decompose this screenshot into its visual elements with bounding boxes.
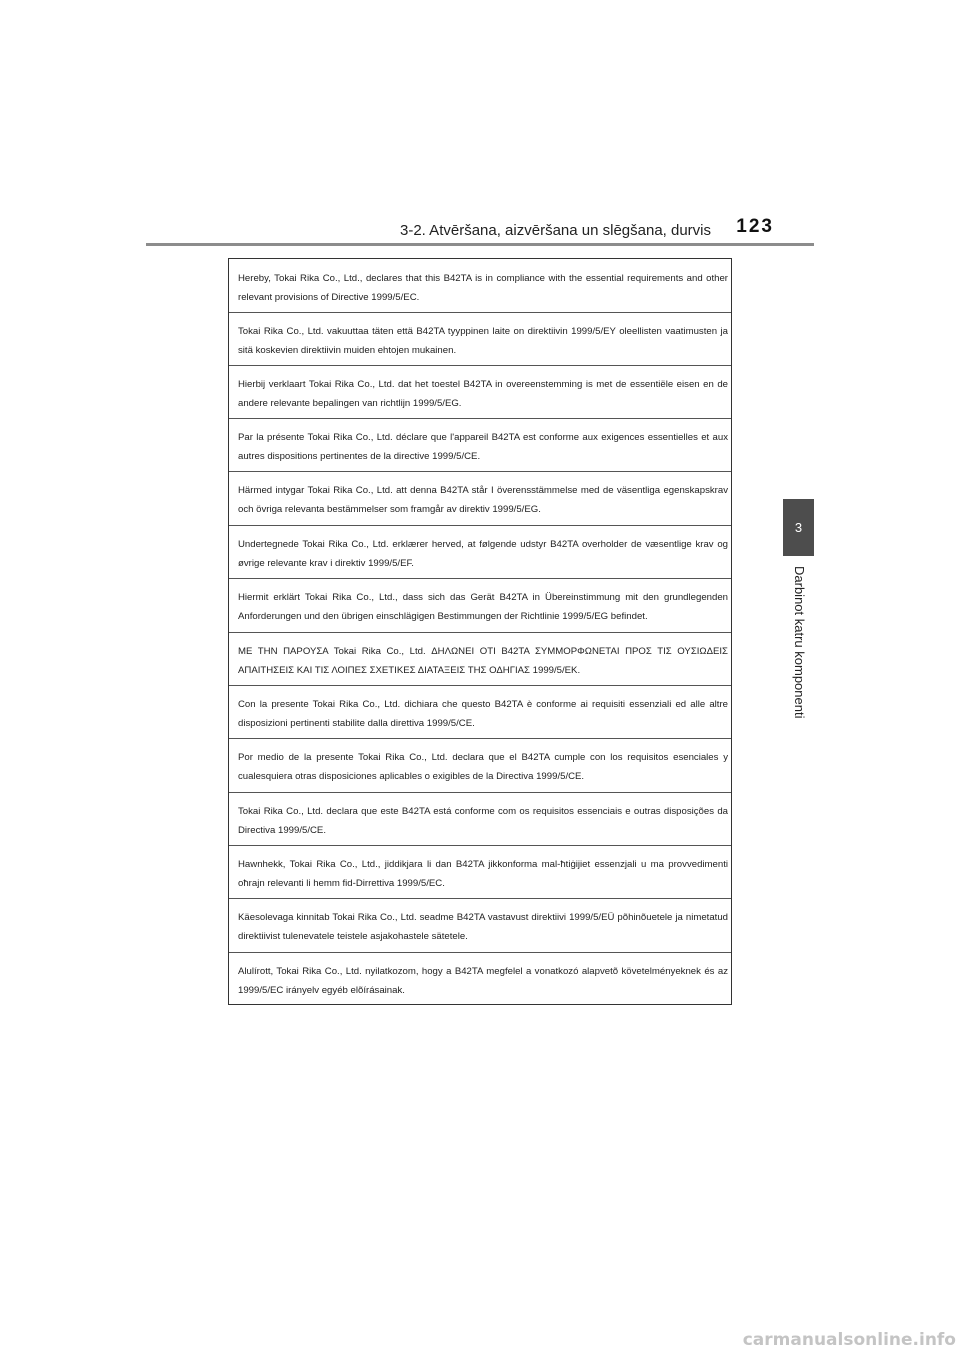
declaration-german: Hiermit erklärt Tokai Rika Co., Ltd., dass sich das Gerät B42TA in Übereinstimmung mit den grundlegenden Anforderungen und den übrigen einschlägigen Bestimmungen der Richtlinie 1999/5/EG befindet. [238, 592, 728, 622]
declarations-box [228, 258, 732, 1005]
declaration-spanish: Por medio de la presente Tokai Rika Co., Ltd. declara que el B42TA cumple con los requisitos esenciales y cualesquiera otras disposiciones aplicables o exigibles de la Directiva 1999/5/CE. [238, 752, 728, 782]
declaration-finnish: Tokai Rika Co., Ltd. vakuuttaa täten että B42TA tyyppinen laite on direktiivin 1999/5/EY oleellisten vaatimusten ja sitä koskevien direktiivin muiden ehtojen mukainen. [238, 326, 728, 356]
declaration-french: Par la présente Tokai Rika Co., Ltd. déclare que l'appareil B42TA est conforme aux exigences essentielles et aux autres dispositions pertinentes de la directive 1999/5/CE. [238, 432, 728, 462]
chapter-number-tab: 3 [783, 499, 814, 556]
declaration-estonian: Käesolevaga kinnitab Tokai Rika Co., Ltd. seadme B42TA vastavust direktiivi 1999/5/EÜ põhinõuetele ja nimetatud direktiivist tulenevatele teistele asjakohastele sätetele. [238, 912, 728, 942]
site-watermark: carmanualsonline.info [742, 1330, 956, 1350]
declaration-danish: Undertegnede Tokai Rika Co., Ltd. erklærer herved, at følgende udstyr B42TA overholder de væsentlige krav og øvrige relevante krav i direktiv 1999/5/EF. [238, 539, 728, 569]
section-title: 3-2. Atvēršana, aizvēršana un slēgšana, durvis [400, 222, 712, 239]
declaration-greek: ΜΕ ΤΗΝ ΠΑΡΟΥΣΑ Tokai Rika Co., Ltd. ΔΗΛΩΝΕΙ ΟΤΙ B42TA ΣΥΜΜΟΡΦΩΝΕΤΑΙ ΠΡΟΣ ΤΙΣ ΟΥΣΙΩΔΕΙΣ ΑΠΑΙΤΗΣΕΙΣ ΚΑΙ ΤΙΣ ΛΟΙΠΕΣ ΣΧΕΤΙΚΕΣ ΔΙΑΤΑΞΕΙΣ ΤΗΣ ΟΔΗΓΙΑΣ 1999/5/ΕΚ. [238, 646, 728, 676]
declaration-english: Hereby, Tokai Rika Co., Ltd., declares that this B42TA is in compliance with the essential requirements and other relevant provisions of Directive 1999/5/EC. [238, 273, 728, 303]
declaration-maltese: Hawnhekk, Tokai Rika Co., Ltd., jiddikjara li dan B42TA jikkonforma mal-ħtiġijiet essenzjali u ma provvedimenti oħrajn relevanti li hemm fid-Dirrettiva 1999/5/EC. [238, 859, 728, 889]
page-number: 123 [736, 216, 774, 237]
declaration-italian: Con la presente Tokai Rika Co., Ltd. dichiara che questo B42TA è conforme ai requisiti essenziali ed alle altre disposizioni pertinenti stabilite dalla direttiva 1999/5/CE. [238, 699, 728, 729]
chapter-title: Darbinot katru komponenti [792, 566, 807, 719]
declaration-portuguese: Tokai Rika Co., Ltd. declara que este B42TA está conforme com os requisitos essenciais e outras disposições da Directiva 1999/5/CE. [238, 806, 728, 836]
declaration-hungarian: Alulírott, Tokai Rika Co., Ltd. nyilatkozom, hogy a B42TA megfelel a vonatkozó alapvetõ követelményeknek és az 1999/5/EC irányelv egyéb elõírásainak. [238, 966, 728, 996]
declaration-swedish: Härmed intygar Tokai Rika Co., Ltd. att denna B42TA står I överensstämmelse med de väsentliga egenskapskrav och övriga relevanta bestämmelser som framgår av direktiv 1999/5/EG. [238, 485, 728, 515]
header-divider [146, 243, 814, 246]
declaration-dutch: Hierbij verklaart Tokai Rika Co., Ltd. dat het toestel B42TA in overeenstemming is met de essentiële eisen en de andere relevante bepalingen van richtlijn 1999/5/EG. [238, 379, 728, 409]
